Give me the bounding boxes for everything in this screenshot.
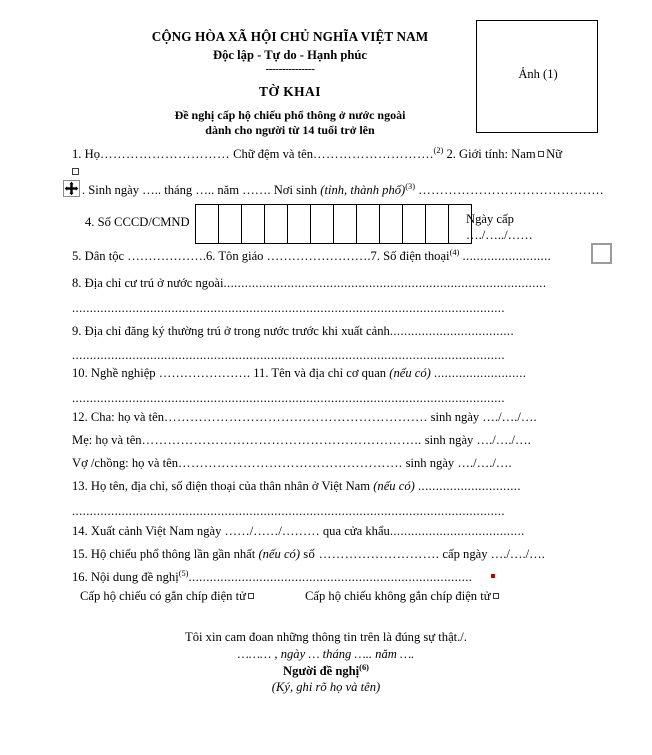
label-ethnicity[interactable]: 5. Dân tộc ………………. [72, 249, 206, 264]
id-number-cell[interactable] [311, 205, 334, 243]
label-issue-date: Ngày cấp [466, 212, 514, 226]
label-border-gate: qua cửa khẩu [322, 524, 390, 538]
footnote-ref-5: (5) [178, 569, 189, 578]
id-number-cell[interactable] [242, 205, 265, 243]
dots-spouse-dob[interactable]: sinh ngày …./…./…. [405, 456, 512, 470]
dots-middle-given-name[interactable]: ………………………. [313, 147, 434, 162]
dots-foreign-address-cont[interactable]: .......................................................................................................................... [72, 301, 505, 315]
dots-domestic-address[interactable]: ................................... [389, 324, 515, 338]
signature-date-line[interactable]: ……… , ngày … tháng ….. năm …. [237, 647, 415, 661]
option-passport-without-chip[interactable] [305, 590, 501, 604]
commitment-statement: Tôi xin cam đoan những thông tin trên là đúng sự thật./. [185, 630, 467, 644]
label-middle-given-name: Chữ đệm và tên [233, 147, 314, 162]
dots-employer-cont[interactable]: .......................................................................................................................... [72, 391, 505, 405]
field-row-request-content [72, 569, 472, 585]
id-number-cell[interactable] [334, 205, 357, 243]
dots-request-content[interactable]: ................................................................................ [188, 570, 473, 585]
footnote-ref-2: (2) [433, 146, 444, 155]
id-number-cell[interactable] [357, 205, 380, 243]
checkbox-gender-male[interactable] [538, 151, 545, 158]
label-phone: 7. Số điện thoại [370, 249, 450, 264]
signer-instruction: (Ký, ghi rõ họ và tên) [271, 680, 381, 694]
table-move-handle-icon[interactable] [63, 180, 80, 197]
field-row-ethnicity-religion-phone [72, 248, 551, 264]
field-row-occupation-employer [72, 367, 526, 381]
footnote-ref-3: (3) [405, 182, 416, 191]
dots-spouse-name[interactable]: ……………………………………………. [178, 456, 403, 470]
label-birth-date-place[interactable]: . Sinh ngày ….. tháng ….. năm ……. Nơi sinh [82, 183, 318, 198]
label-father: 12. Cha: họ và tên [72, 410, 164, 424]
national-motto: Độc lập - Tự do - Hạnh phúc [213, 48, 367, 62]
dots-foreign-address[interactable]: ........................................................................................... [223, 276, 547, 290]
object-resize-handle[interactable] [591, 243, 612, 264]
photo-label: Ảnh (1) [518, 67, 558, 81]
label-exit-date[interactable]: 14. Xuất cảnh Việt Nam ngày ……/……/……… [72, 524, 320, 538]
footnote-ref-4: (4) [449, 248, 460, 257]
id-number-cell[interactable] [288, 205, 311, 243]
national-title: CỘNG HÒA XÃ HỘI CHỦ NGHĨA VIỆT NAM [151, 29, 429, 44]
dots-mother-dob[interactable]: sinh ngày …./…./…. [424, 433, 531, 447]
subtitle-line-1: Đề nghị cấp hộ chiếu phổ thông ở nước ngoài [174, 108, 406, 122]
field-row-mother [72, 434, 531, 448]
label-previous-passport: 15. Hộ chiếu phổ thông lần gần nhất [72, 547, 256, 561]
dots-phone[interactable]: ......................... [462, 249, 552, 264]
hint-if-any-relative: (nếu có) [373, 479, 415, 493]
checkbox-gender-female[interactable] [72, 168, 79, 175]
signer-title [0, 663, 652, 679]
field-row-foreign-address [72, 277, 546, 291]
label-passport-with-chip: Cấp hộ chiếu có gắn chíp điện tử [80, 589, 246, 603]
field-row-surname [72, 146, 562, 162]
id-number-cell[interactable] [426, 205, 449, 243]
dots-mother-name[interactable]: ……………………………………………………….. [141, 433, 422, 447]
hint-if-any-employer: (nếu có) [389, 366, 431, 380]
header-divider: --------------- [265, 63, 315, 75]
label-mother: Mẹ: họ và tên [72, 433, 142, 447]
photo-placeholder-box[interactable] [476, 20, 598, 133]
dots-passport-number[interactable]: số ………………………. [303, 547, 440, 561]
label-spouse: Vợ /chồng: họ và tên [72, 456, 178, 470]
dots-surname[interactable]: ………………………… [100, 147, 230, 162]
footnote-ref-6: (6) [359, 663, 369, 672]
field-row-domestic-address [72, 325, 514, 339]
field-row-previous-passport [72, 548, 545, 562]
label-id-number: 4. Số CCCD/CMND [85, 215, 190, 229]
id-number-cell[interactable] [265, 205, 288, 243]
field-row-exit-date [72, 525, 525, 539]
hint-if-any-passport: (nếu có) [258, 547, 301, 561]
id-number-cell[interactable] [219, 205, 242, 243]
label-domestic-address: 9. Địa chỉ đăng ký thường trú ở trong nước trước khi xuất cảnh [72, 324, 390, 338]
checkbox-passport-with-chip[interactable] [248, 593, 255, 600]
label-passport-without-chip: Cấp hộ chiếu không gắn chíp điện tử [305, 589, 491, 603]
label-relative-vn: 13. Họ tên, địa chỉ, số điện thoại của thân nhân ở Việt Nam [72, 479, 371, 493]
signer-title-text: Người đề nghị [283, 664, 360, 679]
dots-father-dob[interactable]: sinh ngày …./…./…. [430, 410, 537, 424]
dots-passport-issue-date[interactable]: cấp ngày …./…./…. [442, 547, 545, 561]
dots-border-gate[interactable]: ...................................... [389, 524, 525, 538]
field-row-relative-vn [72, 480, 521, 494]
dots-father-name[interactable]: ……………………………………………………. [164, 410, 428, 424]
label-religion[interactable]: 6. Tôn giáo ……………………. [205, 249, 371, 264]
label-request-content: 16. Nội dung đề nghị [72, 570, 179, 585]
dots-issue-date[interactable]: …./…../…… [466, 228, 533, 242]
dots-relative-vn-cont[interactable]: .......................................................................................................................... [72, 504, 505, 518]
label-gender: 2. Giới tính: Nam [446, 147, 536, 162]
hint-province-city: (tỉnh, thành phố) [320, 183, 406, 198]
checkbox-passport-without-chip[interactable] [493, 593, 500, 600]
field-row-spouse [72, 457, 512, 471]
field-row-father [72, 411, 537, 425]
label-surname: 1. Họ [72, 147, 100, 162]
id-number-grid[interactable] [195, 204, 472, 244]
spelling-error-marker [491, 574, 495, 578]
label-occupation[interactable]: 10. Nghề nghiệp …………………. [72, 366, 251, 380]
label-foreign-address: 8. Địa chỉ cư trú ở nước ngoài [72, 276, 224, 290]
dots-domestic-address-cont[interactable]: .......................................................................................................................... [72, 348, 505, 362]
id-number-cell[interactable] [403, 205, 426, 243]
field-row-birth [82, 182, 604, 198]
id-number-cell[interactable] [380, 205, 403, 243]
option-passport-with-chip[interactable] [80, 590, 256, 604]
dots-birth-place[interactable]: ……………………………………. [418, 183, 604, 198]
id-number-cell[interactable] [196, 205, 219, 243]
subtitle-line-2: dành cho người từ 14 tuổi trở lên [205, 123, 375, 137]
label-gender-female: Nữ [546, 147, 563, 162]
dots-relative-vn[interactable]: ............................. [417, 479, 521, 493]
page-title: TỜ KHAI [259, 84, 321, 99]
label-employer: 11. Tên và địa chỉ cơ quan [253, 366, 387, 380]
dots-employer[interactable]: .......................... [434, 366, 527, 380]
